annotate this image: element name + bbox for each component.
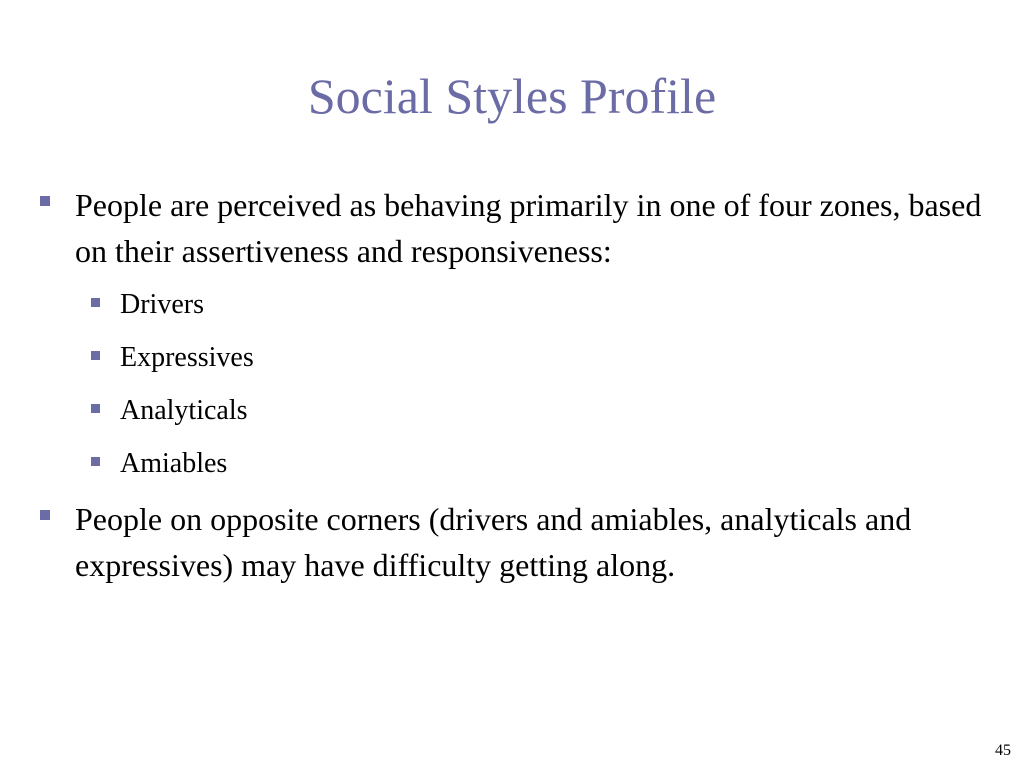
square-bullet-icon (91, 404, 100, 413)
sub-bullet-item (34, 384, 984, 437)
sub-bullet-text: Expressives (120, 342, 254, 373)
sub-bullet-text: Analyticals (120, 395, 248, 426)
bullet-text: People are perceived as behaving primarily in one of four zones, based on their assertiveness and responsiveness: (75, 187, 982, 269)
square-bullet-icon (91, 351, 100, 360)
sub-bullet-list (34, 278, 984, 490)
sub-bullet-item (34, 278, 984, 331)
sub-bullet-item (34, 437, 984, 490)
sub-bullet-item (34, 331, 984, 384)
sub-bullet-text: Amiables (120, 448, 228, 479)
sub-bullet-text: Drivers (120, 289, 204, 320)
slide-content (34, 182, 984, 588)
bullet-item (34, 182, 984, 274)
square-bullet-icon (40, 196, 50, 206)
square-bullet-icon (91, 298, 100, 307)
slide-number: 45 (995, 742, 1011, 759)
square-bullet-icon (91, 457, 100, 466)
slide-title: Social Styles Profile (307, 68, 717, 124)
bullet-item (34, 496, 984, 588)
bullet-text: People on opposite corners (drivers and amiables, analyticals and expressives) may have difficulty getting along. (75, 501, 912, 583)
square-bullet-icon (40, 510, 50, 520)
